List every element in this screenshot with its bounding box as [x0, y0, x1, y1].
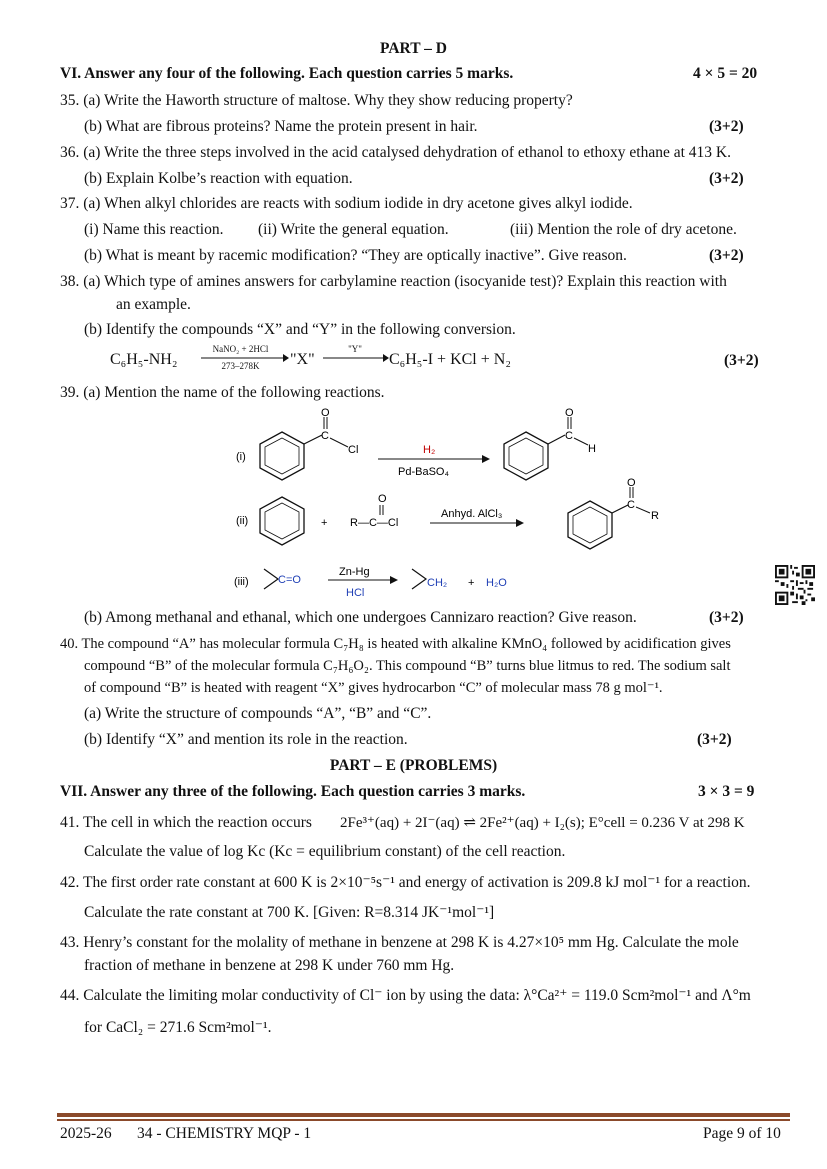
q39-marks: (3+2) [709, 609, 744, 626]
rxn-ii-plus: + [321, 517, 328, 529]
rxn-i-oxygen-product: O [565, 407, 574, 419]
part-e-title: PART – E (PROBLEMS) [329, 757, 498, 774]
q42-line1: 42. The first order rate constant at 600 K is 2×10⁻⁵s⁻¹ and energy of activation is 209.8 kJ mol⁻¹ for a reaction. [60, 874, 751, 891]
q40-marks: (3+2) [697, 731, 732, 748]
q39b: (b) Among methanal and ethanal, which one undergoes Cannizaro reaction? Give reason. [84, 609, 637, 626]
q38-x: "X" [290, 351, 315, 368]
q41-line1: 41. The cell in which the reaction occurs [60, 814, 312, 831]
rxn-iii-ketone: C=O [278, 574, 301, 586]
q37a-i: (i) Name this reaction. [84, 221, 224, 238]
q36b: (b) Explain Kolbe’s reaction with equation. [84, 170, 353, 187]
rxn-iii-label: (iii) [234, 576, 249, 588]
q38-marks: (3+2) [724, 352, 759, 369]
footer-year: 2025-26 [60, 1125, 112, 1142]
q38-reagent-bottom: 273–278K [221, 361, 260, 371]
rxn-i-carbon-product: C [565, 430, 573, 442]
q41-equation: 2Fe³⁺(aq) + 2I⁻(aq) ⇌ 2Fe²⁺(aq) + I₂(s); E°cell = 0.236 V at 298 K [340, 815, 745, 831]
rxn-iii-alkane-chain [412, 569, 426, 589]
rxn-ii-catalyst: Anhyd. AlCl₃ [441, 508, 503, 520]
rxn-iii-ketone-chain [264, 569, 278, 589]
q38-products: C₆H₅-I + KCl + N₂ [389, 351, 511, 368]
q40-line1: 40. The compound “A” has molecular formula C₇H₈ is heated with alkaline KMnO₄ followed by acidification gives [60, 636, 731, 652]
rxn-ii-product-ring [568, 501, 612, 549]
rxn-i-carbon: C [321, 430, 329, 442]
q44-line1: 44. Calculate the limiting molar conductivity of Cl⁻ ion by using the data: λ°Ca²⁺ = 119.0 Scm²mol⁻¹ and Λ°m [60, 987, 751, 1004]
footer-rule-thin [57, 1119, 790, 1121]
section-vii-heading: VII. Answer any three of the following. Each question carries 3 marks. [60, 783, 526, 800]
q37a-iii: (iii) Mention the role of dry acetone. [510, 221, 737, 238]
q40a: (a) Write the structure of compounds “A”, “B” and “C”. [84, 705, 432, 722]
rxn-iii-reagent-bottom: HCl [346, 587, 365, 599]
qr-code [775, 565, 815, 605]
footer-page-number: Page 9 of 10 [703, 1125, 781, 1142]
q39a: 39. (a) Mention the name of the following reactions. [60, 384, 385, 401]
q37b: (b) What is meant by racemic modification? “They are optically inactive”. Give reason. [84, 247, 627, 264]
q42-line2: Calculate the rate constant at 700 K. [Given: R=8.314 JK⁻¹mol⁻¹] [84, 904, 495, 921]
q37a-ii: (ii) Write the general equation. [258, 221, 449, 238]
rxn-iii-reagent-top: Zn-Hg [339, 566, 370, 578]
rxn-iii-water: H₂O [486, 577, 507, 589]
rxn-ii-oxygen-product: O [627, 477, 636, 489]
rxn-ii-r-group: R [651, 510, 659, 522]
rxn-ii-acyl-chloride: R—C—Cl [350, 517, 399, 529]
q36-marks: (3+2) [709, 170, 744, 187]
q40b: (b) Identify “X” and mention its role in the reaction. [84, 731, 408, 748]
rxn-i-hydrogen: H [588, 443, 596, 455]
section-vi-marks: 4 × 5 = 20 [693, 65, 758, 82]
rxn-iii-plus: + [468, 577, 475, 589]
part-d-title: PART – D [380, 40, 447, 57]
rxn-i-catalyst: Pd-BaSO₄ [398, 466, 449, 478]
q36a: 36. (a) Write the three steps involved in the acid catalysed dehydration of ethanol to ethoxy ethane at 413 K. [60, 144, 731, 161]
q38-reagent-top: NaNO₂ + 2HCl [212, 344, 269, 354]
rxn-i-h2: H₂ [423, 444, 436, 456]
q38-y-label: "Y" [348, 344, 362, 354]
q35-marks: (3+2) [709, 118, 744, 135]
q35a: 35. (a) Write the Haworth structure of maltose. Why they show reducing property? [60, 92, 573, 109]
q43-line1: 43. Henry’s constant for the molality of methane in benzene at 298 K is 4.27×10⁵ mm Hg. Calculate the mole [60, 934, 739, 951]
q38-reactant: C₆H₅-NH₂ [110, 351, 178, 368]
rxn-i-chlorine: Cl [348, 444, 359, 456]
q37-marks: (3+2) [709, 247, 744, 264]
section-vii-marks: 3 × 3 = 9 [698, 783, 755, 800]
rxn-i-benzene-left [260, 432, 304, 480]
rxn-iii-ch2: CH₂ [427, 577, 448, 589]
rxn-ii-carbon-product: C [627, 499, 635, 511]
rxn-i-label: (i) [236, 451, 246, 463]
q41-line2: Calculate the value of log Kc (Kc = equilibrium constant) of the cell reaction. [84, 843, 566, 860]
rxn-i-oxygen: O [321, 407, 330, 419]
section-vi-heading: VI. Answer any four of the following. Each question carries 5 marks. [60, 65, 514, 82]
q38a-line2: an example. [116, 296, 191, 313]
q40-line3: of compound “B” is heated with reagent “X” gives hydrocarbon “C” of molecular mass 78 g mol⁻¹. [84, 680, 663, 696]
footer-paper: 34 - CHEMISTRY MQP - 1 [137, 1125, 312, 1142]
q35b: (b) What are fibrous proteins? Name the protein present in hair. [84, 118, 478, 135]
q38b: (b) Identify the compounds “X” and “Y” in the following conversion. [84, 321, 516, 338]
q43-line2: fraction of methane in benzene at 298 K under 760 mm Hg. [84, 957, 455, 974]
footer-rule-thick [57, 1113, 790, 1117]
rxn-ii-oxygen: O [378, 493, 387, 505]
q38-arrow-2 [323, 353, 389, 363]
rxn-i-benzene-right [504, 432, 548, 480]
rxn-ii-benzene [260, 497, 304, 545]
q38a-line1: 38. (a) Which type of amines answers for carbylamine reaction (isocyanide test)? Explain this reaction with [60, 273, 727, 290]
q40-line2: compound “B” of the molecular formula C₇H₆O₂. This compound “B” turns blue litmus to red. The sodium salt [84, 658, 731, 674]
rxn-ii-label: (ii) [236, 515, 249, 527]
q39-reactions-diagram [220, 405, 690, 605]
q37a: 37. (a) When alkyl chlorides are reacts with sodium iodide in dry acetone gives alkyl iodide. [60, 195, 633, 212]
q44-line2: for CaCl₂ = 271.6 Scm²mol⁻¹. [84, 1019, 272, 1036]
